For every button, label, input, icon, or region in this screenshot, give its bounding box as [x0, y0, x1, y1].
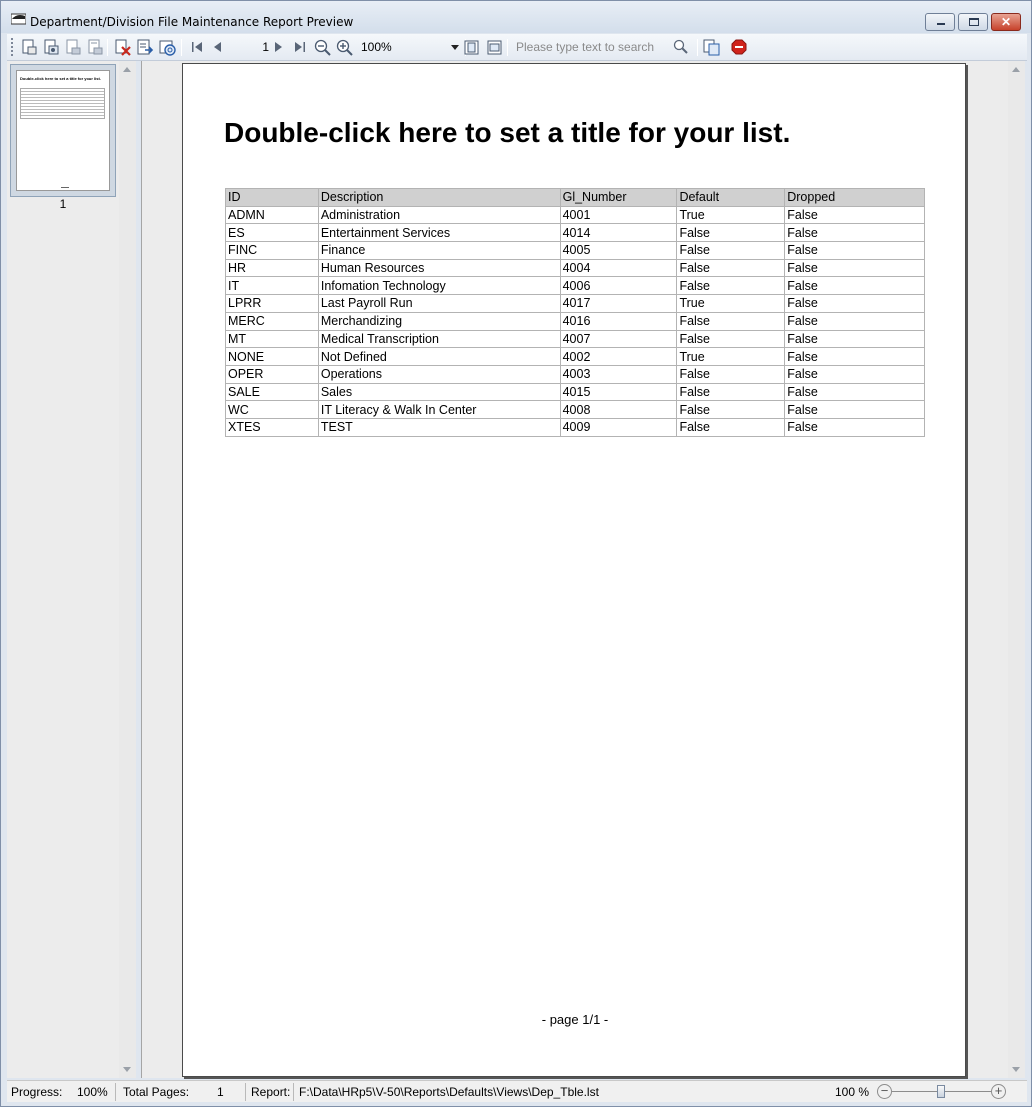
cell-dropped: False	[785, 401, 925, 419]
print-all-button[interactable]	[85, 37, 105, 57]
zoom-slider-thumb[interactable]	[937, 1085, 945, 1098]
table-row	[226, 383, 925, 401]
thumbnail-page-1[interactable]	[10, 64, 116, 197]
toolbar-grip[interactable]	[11, 38, 13, 56]
zoom-in-icon	[336, 39, 353, 56]
send-mail-button[interactable]	[157, 37, 177, 57]
cell-dropped: False	[785, 259, 925, 277]
cell-id: FINC	[226, 242, 319, 260]
close-button[interactable]	[991, 13, 1021, 31]
export-pdf-button[interactable]	[113, 37, 133, 57]
minimize-button[interactable]	[925, 13, 955, 31]
cell-default: False	[677, 401, 785, 419]
multi-page-icon	[703, 39, 720, 56]
print-icon	[21, 39, 37, 56]
cell-id: XTES	[226, 418, 319, 436]
cell-default: True	[677, 348, 785, 366]
thumbnail-title: Double-click here to set a title for your list.	[20, 77, 101, 81]
cell-default: False	[677, 242, 785, 260]
fit-width-button[interactable]	[484, 37, 504, 57]
cell-description: Not Defined	[318, 348, 560, 366]
cell-id: MT	[226, 330, 319, 348]
cell-gl-number: 4009	[560, 418, 677, 436]
table-row	[226, 242, 925, 260]
scroll-down-icon[interactable]	[1012, 1067, 1020, 1072]
cell-dropped: False	[785, 242, 925, 260]
cell-description: IT Literacy & Walk In Center	[318, 401, 560, 419]
cell-id: HR	[226, 259, 319, 277]
cell-gl-number: 4014	[560, 224, 677, 242]
cell-dropped: False	[785, 277, 925, 295]
preview-scrollbar[interactable]	[1008, 61, 1025, 1078]
cell-id: LPRR	[226, 295, 319, 313]
cell-gl-number: 4017	[560, 295, 677, 313]
zoom-in-button[interactable]	[334, 37, 354, 57]
thumbnail-pane	[7, 61, 119, 1078]
column-header: Gl_Number	[560, 189, 677, 207]
minimize-icon	[937, 23, 945, 25]
cell-id: WC	[226, 401, 319, 419]
cell-dropped: False	[785, 383, 925, 401]
thumbnail-scrollbar[interactable]	[119, 61, 136, 1078]
print-options-button[interactable]	[41, 37, 61, 57]
cell-id: ES	[226, 224, 319, 242]
column-header: ID	[226, 189, 319, 207]
cell-dropped: False	[785, 348, 925, 366]
cell-gl-number: 4004	[560, 259, 677, 277]
table-row	[226, 277, 925, 295]
cell-id: SALE	[226, 383, 319, 401]
pdf-icon	[115, 39, 132, 56]
fit-width-icon	[486, 39, 503, 56]
cell-default: False	[677, 365, 785, 383]
thumbnail-page-image	[16, 70, 110, 191]
report-page	[182, 63, 966, 1077]
status-separator	[115, 1083, 116, 1101]
zoom-out-icon	[314, 39, 331, 56]
table-header-row	[226, 189, 925, 207]
cell-id: IT	[226, 277, 319, 295]
scroll-down-icon[interactable]	[123, 1067, 131, 1072]
cell-description: Last Payroll Run	[318, 295, 560, 313]
zoom-out-button[interactable]	[312, 37, 332, 57]
cell-default: False	[677, 277, 785, 295]
toolbar	[7, 34, 1027, 61]
column-header: Description	[318, 189, 560, 207]
previous-page-button[interactable]	[207, 37, 227, 57]
table-row	[226, 365, 925, 383]
progress-label: Progress:	[11, 1085, 63, 1099]
last-page-icon	[293, 40, 307, 54]
thumbnail-page-label: 1	[59, 197, 67, 211]
search-button[interactable]	[671, 37, 691, 57]
print-page-icon	[65, 39, 81, 56]
fit-page-button[interactable]	[461, 37, 481, 57]
chevron-down-icon	[451, 45, 459, 50]
cell-default: False	[677, 224, 785, 242]
next-page-icon	[272, 40, 286, 54]
scroll-up-icon[interactable]	[1012, 67, 1020, 72]
title-bar	[1, 1, 1031, 33]
cell-id: OPER	[226, 365, 319, 383]
report-table	[225, 188, 925, 437]
status-separator	[245, 1083, 246, 1101]
cell-description: TEST	[318, 418, 560, 436]
maximize-button[interactable]	[958, 13, 988, 31]
cell-dropped: False	[785, 418, 925, 436]
table-row	[226, 224, 925, 242]
last-page-button[interactable]	[290, 37, 310, 57]
cell-description: Operations	[318, 365, 560, 383]
page-number-field[interactable]: 1	[262, 40, 269, 54]
table-row	[226, 206, 925, 224]
table-row	[226, 348, 925, 366]
cell-gl-number: 4003	[560, 365, 677, 383]
column-header: Default	[677, 189, 785, 207]
multi-page-button[interactable]	[701, 37, 721, 57]
cell-dropped: False	[785, 330, 925, 348]
first-page-button[interactable]	[187, 37, 207, 57]
total-pages-label: Total Pages:	[123, 1085, 190, 1099]
cell-dropped: False	[785, 312, 925, 330]
cell-description: Entertainment Services	[318, 224, 560, 242]
cell-default: False	[677, 330, 785, 348]
cell-default: False	[677, 259, 785, 277]
column-header: Dropped	[785, 189, 925, 207]
cell-dropped: False	[785, 295, 925, 313]
print-button[interactable]	[19, 37, 39, 57]
toolbar-separator	[697, 39, 698, 56]
cell-default: True	[677, 206, 785, 224]
cell-id: NONE	[226, 348, 319, 366]
table-row	[226, 401, 925, 419]
close-icon: ✕	[1000, 15, 1012, 29]
thumbnail-table	[20, 88, 105, 119]
cell-gl-number: 4007	[560, 330, 677, 348]
cell-id: ADMN	[226, 206, 319, 224]
table-row	[226, 312, 925, 330]
cell-gl-number: 4016	[560, 312, 677, 330]
toolbar-separator	[507, 39, 508, 56]
search-input[interactable]: Please type text to search	[516, 40, 655, 54]
table-row	[226, 418, 925, 436]
next-page-button[interactable]	[269, 37, 289, 57]
status-separator	[293, 1083, 294, 1101]
zoom-percent: 100 %	[835, 1085, 870, 1099]
report-label: Report:	[251, 1085, 291, 1099]
print-page-button[interactable]	[63, 37, 83, 57]
cell-description: Administration	[318, 206, 560, 224]
cell-default: False	[677, 383, 785, 401]
cell-gl-number: 4006	[560, 277, 677, 295]
progress-value: 100%	[77, 1085, 108, 1099]
maximize-icon	[969, 18, 979, 26]
search-icon	[673, 39, 689, 55]
print-options-icon	[43, 39, 59, 56]
previous-page-icon	[210, 40, 224, 54]
thumbnail-footer	[61, 187, 69, 188]
cell-description: Infomation Technology	[318, 277, 560, 295]
report-title[interactable]: Double-click here to set a title for your list.	[224, 117, 791, 148]
cell-description: Merchandizing	[318, 312, 560, 330]
cell-default: True	[677, 295, 785, 313]
cell-default: False	[677, 312, 785, 330]
cell-description: Finance	[318, 242, 560, 260]
cell-gl-number: 4005	[560, 242, 677, 260]
mail-icon	[159, 39, 176, 56]
table-row	[226, 295, 925, 313]
cell-default: False	[677, 418, 785, 436]
cell-gl-number: 4015	[560, 383, 677, 401]
preview-area	[142, 61, 1008, 1078]
cell-dropped: False	[785, 224, 925, 242]
cell-description: Human Resources	[318, 259, 560, 277]
page-footer: - page 1/1 -	[541, 1012, 609, 1027]
stop-button[interactable]	[729, 37, 749, 57]
app-icon	[11, 13, 26, 25]
zoom-dropdown-value: 100%	[361, 40, 392, 54]
zoom-plus-button[interactable]: +	[991, 1084, 1006, 1099]
export-button[interactable]	[135, 37, 155, 57]
cell-dropped: False	[785, 206, 925, 224]
export-icon	[137, 39, 154, 56]
cell-gl-number: 4008	[560, 401, 677, 419]
fit-page-icon	[463, 39, 480, 56]
cell-dropped: False	[785, 365, 925, 383]
zoom-dropdown[interactable]	[359, 38, 463, 57]
window-title: Department/Division File Maintenance Report Preview	[30, 15, 354, 29]
cell-description: Sales	[318, 383, 560, 401]
stop-icon	[731, 39, 747, 55]
cell-gl-number: 4001	[560, 206, 677, 224]
table-row	[226, 330, 925, 348]
first-page-icon	[190, 40, 204, 54]
cell-description: Medical Transcription	[318, 330, 560, 348]
toolbar-separator	[181, 39, 182, 56]
print-all-icon	[87, 39, 103, 56]
cell-id: MERC	[226, 312, 319, 330]
toolbar-separator	[107, 39, 108, 56]
zoom-minus-button[interactable]: −	[877, 1084, 892, 1099]
total-pages-value: 1	[217, 1085, 224, 1099]
report-path: F:\Data\HRp5\V-50\Reports\Defaults\Views\Dep_Tble.lst	[299, 1085, 599, 1099]
cell-gl-number: 4002	[560, 348, 677, 366]
status-bar	[7, 1080, 1027, 1102]
table-row	[226, 259, 925, 277]
scroll-up-icon[interactable]	[123, 67, 131, 72]
